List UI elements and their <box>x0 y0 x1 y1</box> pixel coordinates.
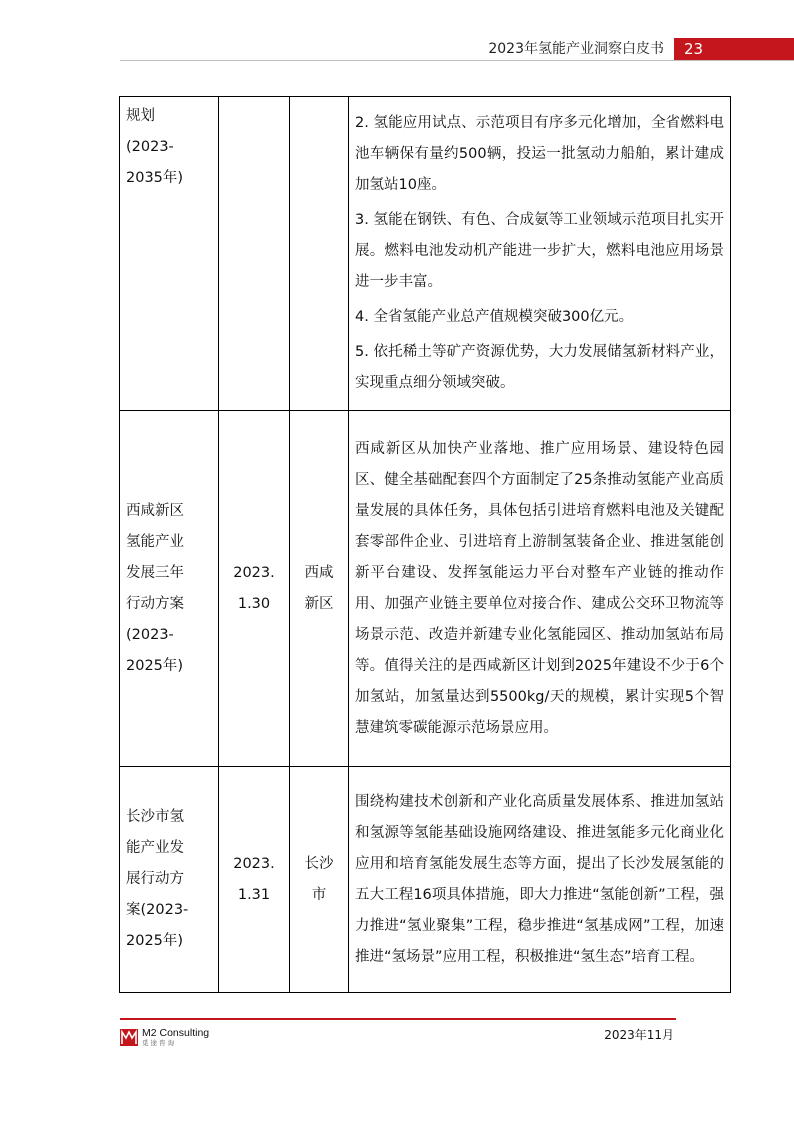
table-row <box>120 767 731 993</box>
region: 长沙 市 <box>304 855 334 903</box>
policy-table <box>119 96 731 993</box>
region-cell <box>290 97 349 411</box>
policy-name: 规划 (2023- 2035年) <box>126 108 184 186</box>
policy-content-cell <box>349 411 731 767</box>
company-logo <box>120 1025 209 1049</box>
header-divider <box>120 60 794 61</box>
region: 西咸 新区 <box>304 564 334 612</box>
content-paragraph: 5. 依托稀土等矿产资源优势，大力发展储氢新材料产业，实现重点细分领域突破。 <box>355 344 724 391</box>
table-row <box>120 411 731 767</box>
policy-content-cell <box>349 767 731 993</box>
page-number: 23 <box>674 38 794 60</box>
release-date: 2023. 1.30 <box>233 564 275 612</box>
content-paragraph: 4. 全省氢能产业总产值规模突破300亿元。 <box>355 309 634 325</box>
policy-name-cell <box>120 97 219 411</box>
content-paragraph: 3. 氢能在钢铁、有色、合成氨等工业领域示范项目扎实开展。燃料电池发动机产能进一步扩大，燃料电池应用场景进一步丰富。 <box>355 212 724 290</box>
policy-name-cell <box>120 411 219 767</box>
content-paragraph: 围绕构建技术创新和产业化高质量发展体系、推进加氢站和氢源等氢能基础设施网络建设、推进氢能多元化商业化应用和培育氢能发展生态等方面，提出了长沙发展氢能的五大工程16项具体措施，即大力推进“氢能创新”工程，强力推进“氢业聚集”工程，稳步推进“氢基成网”工程，加速推进“氢场景”应用工程，积极推进“氢生态”培育工程。 <box>355 793 724 965</box>
table-row <box>120 97 731 411</box>
release-date-cell <box>219 767 290 993</box>
logo-subtext: 觅途咨询 <box>142 1039 176 1047</box>
footer-divider <box>120 1018 676 1020</box>
content-paragraph: 西咸新区从加快产业落地、推广应用场景、建设特色园区、健全基础配套四个方面制定了25条推动氢能产业高质量发展的具体任务，具体包括引进培育燃料电池及关键配套零部件企业、引进培育上游制氢装备企业、推进氢能创新平台建设、发挥氢能运力平台对整车产业链的推动作用、加强产业链主要单位对接合作、建成公交环卫物流等场景示范、改造并新建专业化氢能园区、推动加氢站布局等。值得关注的是西咸新区计划到2025年建设不少于6个加氢站，加氢量达到5500kg/天的规模，累计实现5个智慧建筑零碳能源示范场景应用。 <box>355 440 724 736</box>
region-cell <box>290 767 349 993</box>
m2-logo-icon <box>120 1026 138 1048</box>
logo-text: M2 Consulting <box>142 1026 210 1039</box>
region-cell <box>290 411 349 767</box>
policy-name: 长沙市氢 能产业发 展行动方 案(2023- 2025年) <box>126 809 189 949</box>
release-date-cell <box>219 411 290 767</box>
content-paragraph: 2. 氢能应用试点、示范项目有序多元化增加，全省燃料电池车辆保有量约500辆，投运一批氢动力船舶，累计建成加氢站10座。 <box>355 115 724 193</box>
policy-name: 西咸新区 氢能产业 发展三年 行动方案 (2023- 2025年) <box>126 502 184 674</box>
release-date: 2023. 1.31 <box>233 855 275 903</box>
document-title: 2023年氢能产业洞察白皮书 <box>488 41 664 57</box>
release-date-cell <box>219 97 290 411</box>
publication-date: 2023年11月 <box>604 1028 674 1042</box>
policy-content-cell <box>349 97 731 411</box>
policy-name-cell <box>120 767 219 993</box>
